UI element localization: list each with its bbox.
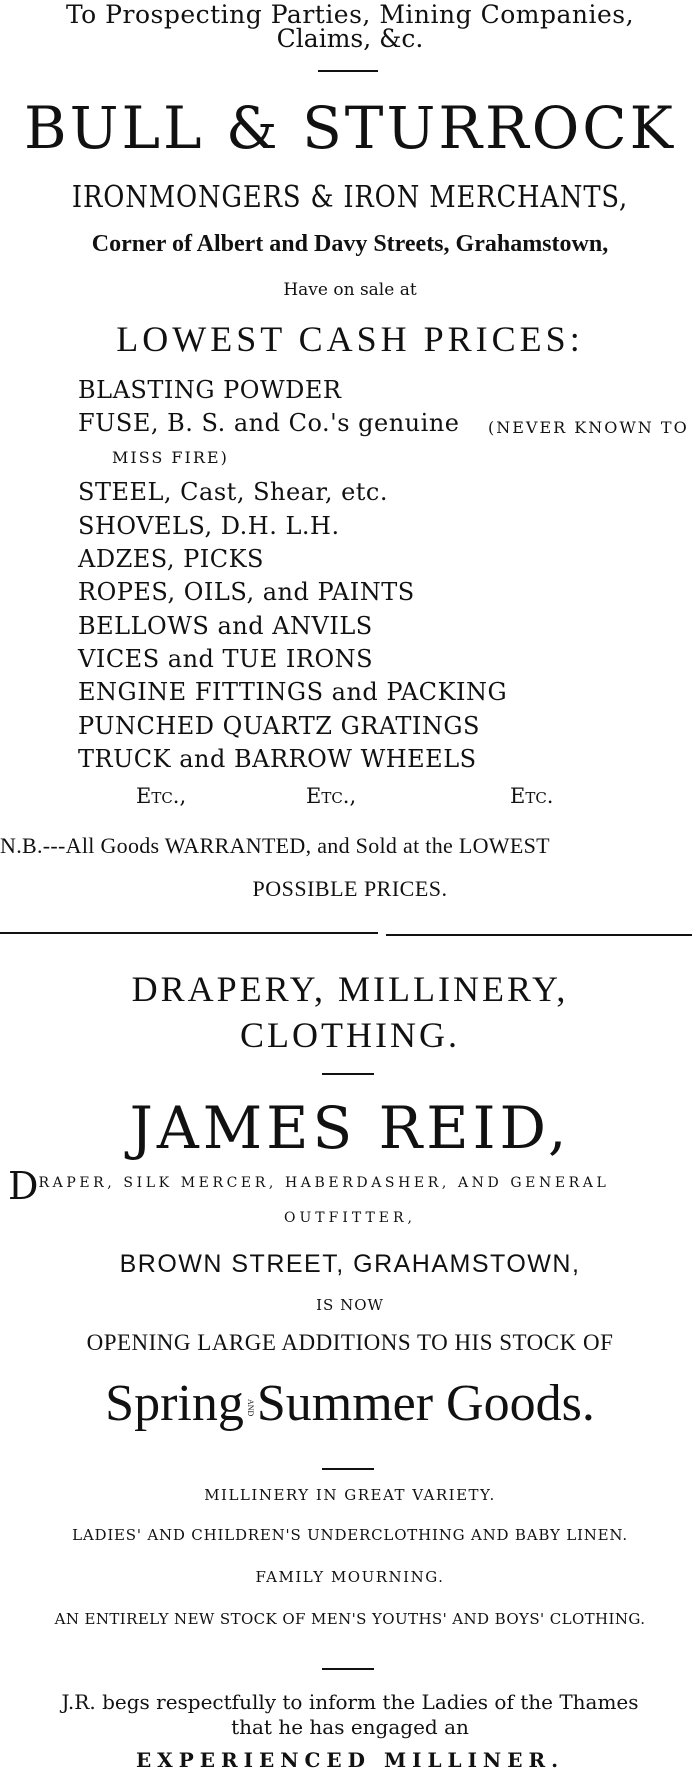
ad1-etc: Etc. [510,784,554,808]
divider-short [322,1468,374,1470]
divider-short [318,70,378,72]
ad1-etc: Etc., [136,784,187,808]
ad1-firm-name: BULL & STURROCK [24,94,676,162]
ad-separator-left [0,932,378,934]
ad1-item: ENGINE FITTINGS and PACKING [78,678,508,706]
ad1-item: TRUCK and BARROW WHEELS [78,745,477,773]
ad2-opening: OPENING LARGE ADDITIONS TO HIS STOCK OF [86,1330,614,1355]
ad1-item: ROPES, OILS, and PAINTS [78,578,415,606]
ad2-closing-line3: EXPERIENCED MILLINER. [135,1748,565,1772]
ad1-item: FUSE, B. S. and Co.'s genuine [78,409,460,437]
ad2-trade-initial: D [8,1164,39,1208]
ad2-summer: Summer Goods. [256,1375,595,1432]
ad2-spring: Spring [105,1375,244,1432]
ad2-closing-line1: J.R. begs respectfully to inform the Ladies of the Thames [61,1690,639,1714]
ad1-address: Corner of Albert and Davy Streets, Grahamstown, [91,231,609,257]
ad1-item: ADZES, PICKS [78,545,264,573]
ad2-and: AND [245,1399,255,1417]
ad1-nb-line2: POSSIBLE PRICES. [252,876,448,901]
ad2-heading2: CLOTHING. [240,1015,460,1055]
ad2-feature: AN ENTIRELY NEW STOCK OF MEN'S YOUTHS' AND BOYS' CLOTHING. [54,1610,646,1628]
ad1-have-on-sale: Have on sale at [283,280,417,300]
ad1-fuse-note: (NEVER KNOWN TO [488,418,689,437]
ad2-feature: MILLINERY IN GREAT VARIETY. [204,1486,496,1504]
ad1-nb-line1: N.B.---All Goods WARRANTED, and Sold at the LOWEST [0,833,550,858]
ad1-item: PUNCHED QUARTZ GRATINGS [78,712,480,740]
ad1-trade: IRONMONGERS & IRON MERCHANTS, [71,180,629,215]
ad-separator-right [386,934,692,936]
ad2-address: BROWN STREET, GRAHAMSTOWN, [119,1250,581,1278]
ad1-etc: Etc., [306,784,357,808]
ad1-header-line1: To Prospecting Parties, Mining Companies, [65,0,635,29]
divider-short [322,1668,374,1670]
ad1-item: STEEL, Cast, Shear, etc. [78,478,388,506]
ad1-fuse-note-cont: MISS FIRE) [112,448,229,467]
ad2-heading1: DRAPERY, MILLINERY, [131,969,569,1009]
ad2-feature: FAMILY MOURNING. [255,1568,445,1586]
ad2-spring-summer [0,1374,700,1433]
ad2-trade-line [8,1164,609,1208]
ad1-item: BLASTING POWDER [78,376,342,404]
ad1-header-line2: Claims, &c. [276,24,424,53]
ad2-feature: LADIES' AND CHILDREN'S UNDERCLOTHING AND BABY LINEN. [72,1526,628,1544]
ad1-item: BELLOWS and ANVILS [78,612,373,640]
ad2-closing-line2: that he has engaged an [231,1715,469,1739]
ad1-item: VICES and TUE IRONS [78,645,374,673]
ad2-is-now: IS NOW [316,1296,384,1314]
ad2-name: JAMES REID, [129,1094,571,1162]
ad2-trade-text: RAPER, SILK MERCER, HABERDASHER, AND GENERAL [38,1175,610,1191]
divider-short [322,1073,374,1075]
ad2-trade-line2: OUTFITTER, [283,1210,416,1226]
ad1-item: SHOVELS, D.H. L.H. [78,512,340,540]
ad1-prices-heading: LOWEST CASH PRICES: [116,319,584,359]
